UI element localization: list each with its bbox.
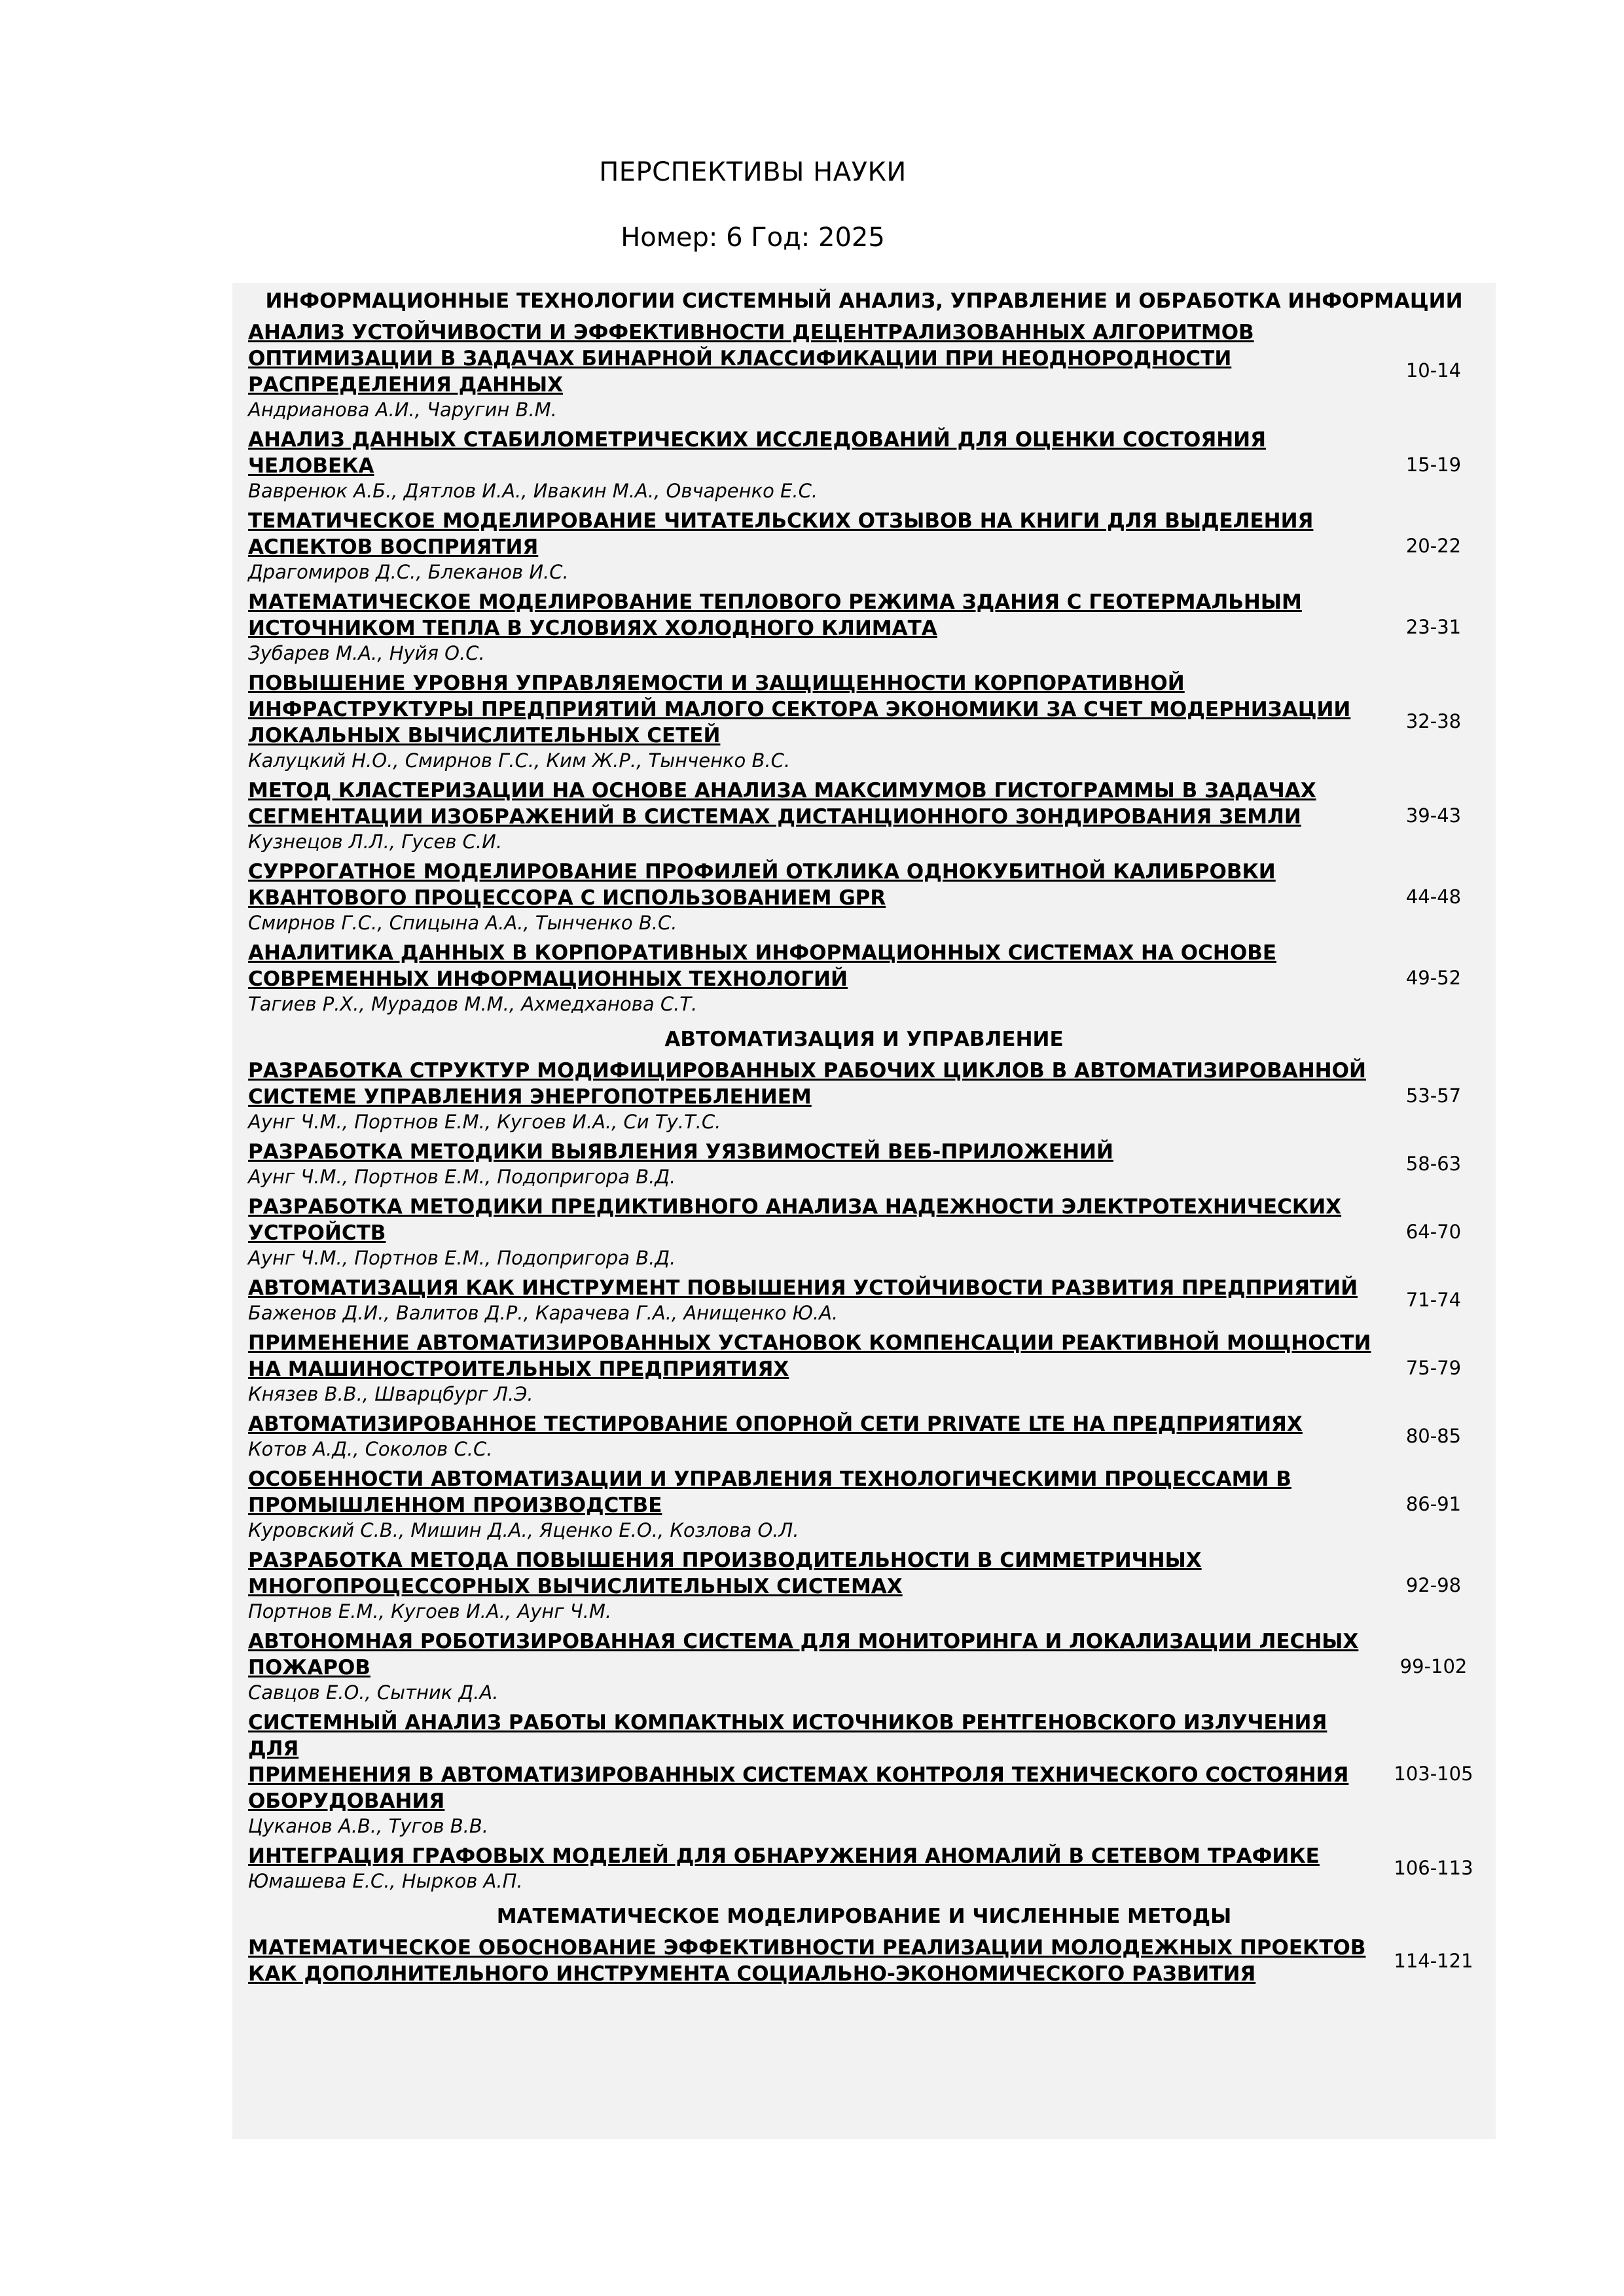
article-entry — [232, 589, 1496, 665]
article-title-line: СУРРОГАТНОЕ МОДЕЛИРОВАНИЕ ПРОФИЛЕЙ ОТКЛИКА ОДНОКУБИТНОЙ КАЛИБРОВКИ — [248, 860, 1276, 884]
article-pages: 64-70 — [1405, 1221, 1462, 1243]
section-heading: МАТЕМАТИЧЕСКОЕ МОДЕЛИРОВАНИЕ И ЧИСЛЕННЫЕ МЕТОДЫ — [496, 1905, 1232, 1928]
article-title-line: РАЗРАБОТКА СТРУКТУР МОДИФИЦИРОВАННЫХ РАБОЧИХ ЦИКЛОВ В АВТОМАТИЗИРОВАННОЙ — [248, 1059, 1366, 1083]
article-title-line: ИНФРАСТРУКТУРЫ ПРЕДПРИЯТИЙ МАЛОГО СЕКТОРА ЭКОНОМИКИ ЗА СЧЕТ МОДЕРНИЗАЦИИ — [248, 698, 1351, 721]
entry-spacer — [232, 935, 1496, 940]
article-title-line: АВТОНОМНАЯ РОБОТИЗИРОВАННАЯ СИСТЕМА ДЛЯ МОНИТОРИНГА И ЛОКАЛИЗАЦИИ ЛЕСНЫХ — [248, 1630, 1359, 1653]
article-entry — [232, 778, 1496, 853]
article-authors: Портнов Е.М., Кугоев И.А., Аунг Ч.М. — [248, 1600, 612, 1623]
section-heading: АВТОМАТИЗАЦИЯ И УПРАВЛЕНИЕ — [664, 1028, 1064, 1051]
article-authors: Юмашева Е.С., Нырков А.П. — [248, 1870, 523, 1892]
article-pages: 75-79 — [1405, 1357, 1462, 1379]
article-authors: Зубарев М.А., Нуйя О.С. — [248, 642, 485, 664]
entry-spacer — [232, 1704, 1496, 1710]
article-title-line: МНОГОПРОЦЕССОРНЫХ ВЫЧИСЛИТЕЛЬНЫХ СИСТЕМАХ — [248, 1575, 903, 1598]
article-authors: Куровский С.В., Мишин Д.А., Яценко Е.О., Козлова О.Л. — [248, 1519, 799, 1541]
article-authors: Драгомиров Д.С., Блеканов И.С. — [248, 561, 569, 583]
article-entry — [232, 508, 1496, 584]
article-title-line: ПРОМЫШЛЕННОМ ПРОИЗВОДСТВЕ — [248, 1494, 662, 1517]
article-title-link[interactable] — [248, 1411, 1371, 1437]
article-title-link[interactable] — [248, 1194, 1371, 1246]
article-title-line: МАТЕМАТИЧЕСКОЕ ОБОСНОВАНИЕ ЭФФЕКТИВНОСТИ РЕАЛИЗАЦИИ МОЛОДЕЖНЫХ ПРОЕКТОВ — [248, 1936, 1366, 1960]
article-title-link[interactable] — [248, 1710, 1371, 1814]
article-pages: 86-91 — [1405, 1493, 1462, 1515]
article-title-link[interactable] — [248, 1547, 1371, 1600]
article-authors: Аунг Ч.М., Портнов Е.М., Подопригора В.Д. — [248, 1247, 676, 1269]
entry-spacer — [232, 1016, 1496, 1021]
article-entry — [232, 1935, 1496, 1987]
article-title-link[interactable] — [248, 319, 1371, 398]
article-pages: 10-14 — [1405, 359, 1462, 382]
article-pages: 58-63 — [1405, 1153, 1462, 1175]
article-title-line: ОБОРУДОВАНИЯ — [248, 1789, 445, 1813]
article-entry — [232, 319, 1496, 422]
article-entry — [232, 1466, 1496, 1542]
article-title-line: МАТЕМАТИЧЕСКОЕ МОДЕЛИРОВАНИЕ ТЕПЛОВОГО РЕЖИМА ЗДАНИЯ С ГЕОТЕРМАЛЬНЫМ — [248, 590, 1302, 614]
article-pages: 114-121 — [1394, 1950, 1473, 1972]
article-title-line: АНАЛИТИКА ДАННЫХ В КОРПОРАТИВНЫХ ИНФОРМАЦИОННЫХ СИСТЕМАХ НА ОСНОВЕ — [248, 941, 1276, 965]
article-authors: Тагиев Р.Х., Мурадов М.М., Ахмедханова С.Т. — [248, 993, 698, 1015]
journal-title: ПЕРСПЕКТИВЫ НАУКИ — [599, 157, 907, 187]
article-title-line: РАЗРАБОТКА МЕТОДИКИ ВЫЯВЛЕНИЯ УЯЗВИМОСТЕЙ ВЕБ-ПРИЛОЖЕНИЙ — [248, 1140, 1113, 1164]
article-title-line: ПРИМЕНЕНИЕ АВТОМАТИЗИРОВАННЫХ УСТАНОВОК КОМПЕНСАЦИИ РЕАКТИВНОЙ МОЩНОСТИ — [248, 1331, 1371, 1355]
article-pages: 92-98 — [1405, 1574, 1462, 1596]
article-title-link[interactable] — [248, 589, 1371, 641]
section-heading: ИНФОРМАЦИОННЫЕ ТЕХНОЛОГИИ СИСТЕМНЫЙ АНАЛИЗ, УПРАВЛЕНИЕ И ОБРАБОТКА ИНФОРМАЦИИ — [265, 289, 1463, 313]
article-pages: 20-22 — [1405, 535, 1462, 557]
article-title-line: РАЗРАБОТКА МЕТОДА ПОВЫШЕНИЯ ПРОИЗВОДИТЕЛЬНОСТИ В СИММЕТРИЧНЫХ — [248, 1549, 1202, 1572]
article-entry — [232, 1411, 1496, 1461]
article-entry — [232, 427, 1496, 503]
article-entry — [232, 1194, 1496, 1270]
entry-spacer — [232, 1838, 1496, 1843]
article-entry — [232, 1843, 1496, 1893]
article-authors: Котов А.Д., Соколов С.С. — [248, 1438, 493, 1460]
article-title-link[interactable] — [248, 778, 1371, 830]
article-authors: Савцов Е.О., Сытник Д.А. — [248, 1681, 499, 1704]
article-title-line: КАК ДОПОЛНИТЕЛЬНОГО ИНСТРУМЕНТА СОЦИАЛЬНО-ЭКОНОМИЧЕСКОГО РАЗВИТИЯ — [248, 1962, 1256, 1986]
article-entry — [232, 859, 1496, 935]
entry-spacer — [232, 1987, 1496, 1992]
article-entry — [232, 1330, 1496, 1406]
article-title-link[interactable] — [248, 1275, 1371, 1301]
article-title-line: АВТОМАТИЗИРОВАННОЕ ТЕСТИРОВАНИЕ ОПОРНОЙ СЕТИ PRIVATE LTE НА ПРЕДПРИЯТИЯХ — [248, 1412, 1303, 1436]
entry-spacer — [232, 1325, 1496, 1330]
article-title-line: СОВРЕМЕННЫХ ИНФОРМАЦИОННЫХ ТЕХНОЛОГИЙ — [248, 967, 848, 991]
entry-spacer — [232, 1406, 1496, 1411]
article-pages: 99-102 — [1399, 1655, 1468, 1677]
article-authors: Цуканов А.В., Тугов В.В. — [248, 1815, 488, 1837]
entry-spacer — [232, 422, 1496, 427]
entry-spacer — [232, 503, 1496, 508]
article-title-line: НА МАШИНОСТРОИТЕЛЬНЫХ ПРЕДПРИЯТИЯХ — [248, 1357, 789, 1381]
article-authors: Баженов Д.И., Валитов Д.Р., Карачева Г.А., Анищенко Ю.А. — [248, 1302, 839, 1324]
article-title-link[interactable] — [248, 427, 1371, 479]
table-of-contents — [232, 283, 1496, 2139]
article-title-link[interactable] — [248, 508, 1371, 560]
article-pages: 106-113 — [1394, 1857, 1473, 1879]
entry-spacer — [232, 1461, 1496, 1466]
article-pages: 49-52 — [1405, 967, 1462, 989]
article-pages: 32-38 — [1405, 710, 1462, 732]
article-title-line: КВАНТОВОГО ПРОЦЕССОРА С ИСПОЛЬЗОВАНИЕМ GPR — [248, 886, 886, 910]
issue-info: Номер: 6 Год: 2025 — [621, 223, 885, 253]
article-title-line: РАСПРЕДЕЛЕНИЯ ДАННЫХ — [248, 373, 564, 397]
article-title-link[interactable] — [248, 1628, 1371, 1681]
entry-spacer — [232, 1542, 1496, 1547]
article-entry — [232, 1275, 1496, 1325]
article-pages: 103-105 — [1394, 1763, 1473, 1785]
entry-spacer — [232, 772, 1496, 778]
article-title-line: АВТОМАТИЗАЦИЯ КАК ИНСТРУМЕНТ ПОВЫШЕНИЯ УСТОЙЧИВОСТИ РАЗВИТИЯ ПРЕДПРИЯТИЙ — [248, 1276, 1358, 1300]
article-title-line: ПОЖАРОВ — [248, 1656, 370, 1679]
article-title-line: АНАЛИЗ УСТОЙЧИВОСТИ И ЭФФЕКТИВНОСТИ ДЕЦЕНТРАЛИЗОВАННЫХ АЛГОРИТМОВ — [248, 321, 1254, 344]
article-authors: Калуцкий Н.О., Смирнов Г.С., Ким Ж.Р., Тынченко В.С. — [248, 749, 791, 772]
article-title-link[interactable] — [248, 1935, 1371, 1987]
article-authors: Кузнецов Л.Л., Гусев С.И. — [248, 831, 503, 853]
article-authors: Князев В.В., Шварцбург Л.Э. — [248, 1383, 533, 1405]
article-authors: Аунг Ч.М., Портнов Е.М., Кугоев И.А., Си Ту.Т.С. — [248, 1111, 721, 1133]
article-title-line: СЕГМЕНТАЦИИ ИЗОБРАЖЕНИЙ В СИСТЕМАХ ДИСТАНЦИОННОГО ЗОНДИРОВАНИЯ ЗЕМЛИ — [248, 805, 1301, 829]
article-entry — [232, 1139, 1496, 1189]
article-title-link[interactable] — [248, 1330, 1371, 1382]
article-pages: 80-85 — [1405, 1425, 1462, 1447]
article-entry — [232, 1628, 1496, 1704]
article-title-line: ПРИМЕНЕНИЯ В АВТОМАТИЗИРОВАННЫХ СИСТЕМАХ КОНТРОЛЯ ТЕХНИЧЕСКОГО СОСТОЯНИЯ — [248, 1763, 1349, 1787]
article-entry — [232, 670, 1496, 772]
article-title-link[interactable] — [248, 1139, 1371, 1165]
entry-spacer — [232, 665, 1496, 670]
article-title-link[interactable] — [248, 1843, 1371, 1869]
article-pages: 39-43 — [1405, 804, 1462, 827]
article-title-line: ОСОБЕННОСТИ АВТОМАТИЗАЦИИ И УПРАВЛЕНИЯ ТЕХНОЛОГИЧЕСКИМИ ПРОЦЕССАМИ В — [248, 1467, 1291, 1491]
article-title-link[interactable] — [248, 1058, 1371, 1110]
article-title-line: ИНТЕГРАЦИЯ ГРАФОВЫХ МОДЕЛЕЙ ДЛЯ ОБНАРУЖЕНИЯ АНОМАЛИЙ В СЕТЕВОМ ТРАФИКЕ — [248, 1844, 1320, 1868]
article-authors: Вавренюк А.Б., Дятлов И.А., Ивакин М.А., Овчаренко Е.С. — [248, 480, 818, 502]
article-pages: 15-19 — [1405, 454, 1462, 476]
article-title-line: ИСТОЧНИКОМ ТЕПЛА В УСЛОВИЯХ ХОЛОДНОГО КЛИМАТА — [248, 617, 937, 640]
entry-spacer — [232, 1893, 1496, 1898]
article-authors: Андрианова А.И., Чаругин В.М. — [248, 399, 557, 421]
article-title-link[interactable] — [248, 940, 1371, 992]
entry-spacer — [232, 1270, 1496, 1275]
entry-spacer — [232, 1134, 1496, 1139]
article-title-line: УСТРОЙСТВ — [248, 1221, 386, 1245]
article-pages: 71-74 — [1405, 1289, 1462, 1311]
article-title-line: ТЕМАТИЧЕСКОЕ МОДЕЛИРОВАНИЕ ЧИТАТЕЛЬСКИХ ОТЗЫВОВ НА КНИГИ ДЛЯ ВЫДЕЛЕНИЯ — [248, 509, 1314, 533]
article-title-link[interactable] — [248, 670, 1371, 749]
article-title-line: ЛОКАЛЬНЫХ ВЫЧИСЛИТЕЛЬНЫХ СЕТЕЙ — [248, 724, 721, 747]
article-title-line: СИСТЕМНЫЙ АНАЛИЗ РАБОТЫ КОМПАКТНЫХ ИСТОЧНИКОВ РЕНТГЕНОВСКОГО ИЗЛУЧЕНИЯ ДЛЯ — [248, 1711, 1327, 1761]
entry-spacer — [232, 584, 1496, 589]
entry-spacer — [232, 853, 1496, 859]
article-entry — [232, 940, 1496, 1016]
article-entry — [232, 1058, 1496, 1134]
entry-spacer — [232, 1623, 1496, 1628]
article-entry — [232, 1547, 1496, 1623]
article-title-line: СИСТЕМЕ УПРАВЛЕНИЯ ЭНЕРГОПОТРЕБЛЕНИЕМ — [248, 1085, 812, 1109]
article-authors: Смирнов Г.С., Спицына А.А., Тынченко В.С. — [248, 912, 677, 934]
article-title-line: МЕТОД КЛАСТЕРИЗАЦИИ НА ОСНОВЕ АНАЛИЗА МАКСИМУМОВ ГИСТОГРАММЫ В ЗАДАЧАХ — [248, 779, 1316, 802]
article-authors: Аунг Ч.М., Портнов Е.М., Подопригора В.Д. — [248, 1166, 676, 1188]
article-title-line: РАЗРАБОТКА МЕТОДИКИ ПРЕДИКТИВНОГО АНАЛИЗА НАДЕЖНОСТИ ЭЛЕКТРОТЕХНИЧЕСКИХ — [248, 1195, 1342, 1219]
article-pages: 44-48 — [1405, 886, 1462, 908]
article-title-line: ОПТИМИЗАЦИИ В ЗАДАЧАХ БИНАРНОЙ КЛАССИФИКАЦИИ ПРИ НЕОДНОРОДНОСТИ — [248, 347, 1232, 370]
article-pages: 53-57 — [1405, 1085, 1462, 1107]
article-title-line: АНАЛИЗ ДАННЫХ СТАБИЛОМЕТРИЧЕСКИХ ИССЛЕДОВАНИЙ ДЛЯ ОЦЕНКИ СОСТОЯНИЯ — [248, 428, 1266, 452]
article-entry — [232, 1710, 1496, 1838]
article-title-line: ПОВЫШЕНИЕ УРОВНЯ УПРАВЛЯЕМОСТИ И ЗАЩИЩЕННОСТИ КОРПОРАТИВНОЙ — [248, 672, 1185, 695]
article-title-link[interactable] — [248, 1466, 1371, 1518]
entry-spacer — [232, 1189, 1496, 1194]
article-title-line: АСПЕКТОВ ВОСПРИЯТИЯ — [248, 535, 539, 559]
article-title-link[interactable] — [248, 859, 1371, 911]
article-title-line: ЧЕЛОВЕКА — [248, 454, 374, 478]
article-pages: 23-31 — [1405, 616, 1462, 638]
